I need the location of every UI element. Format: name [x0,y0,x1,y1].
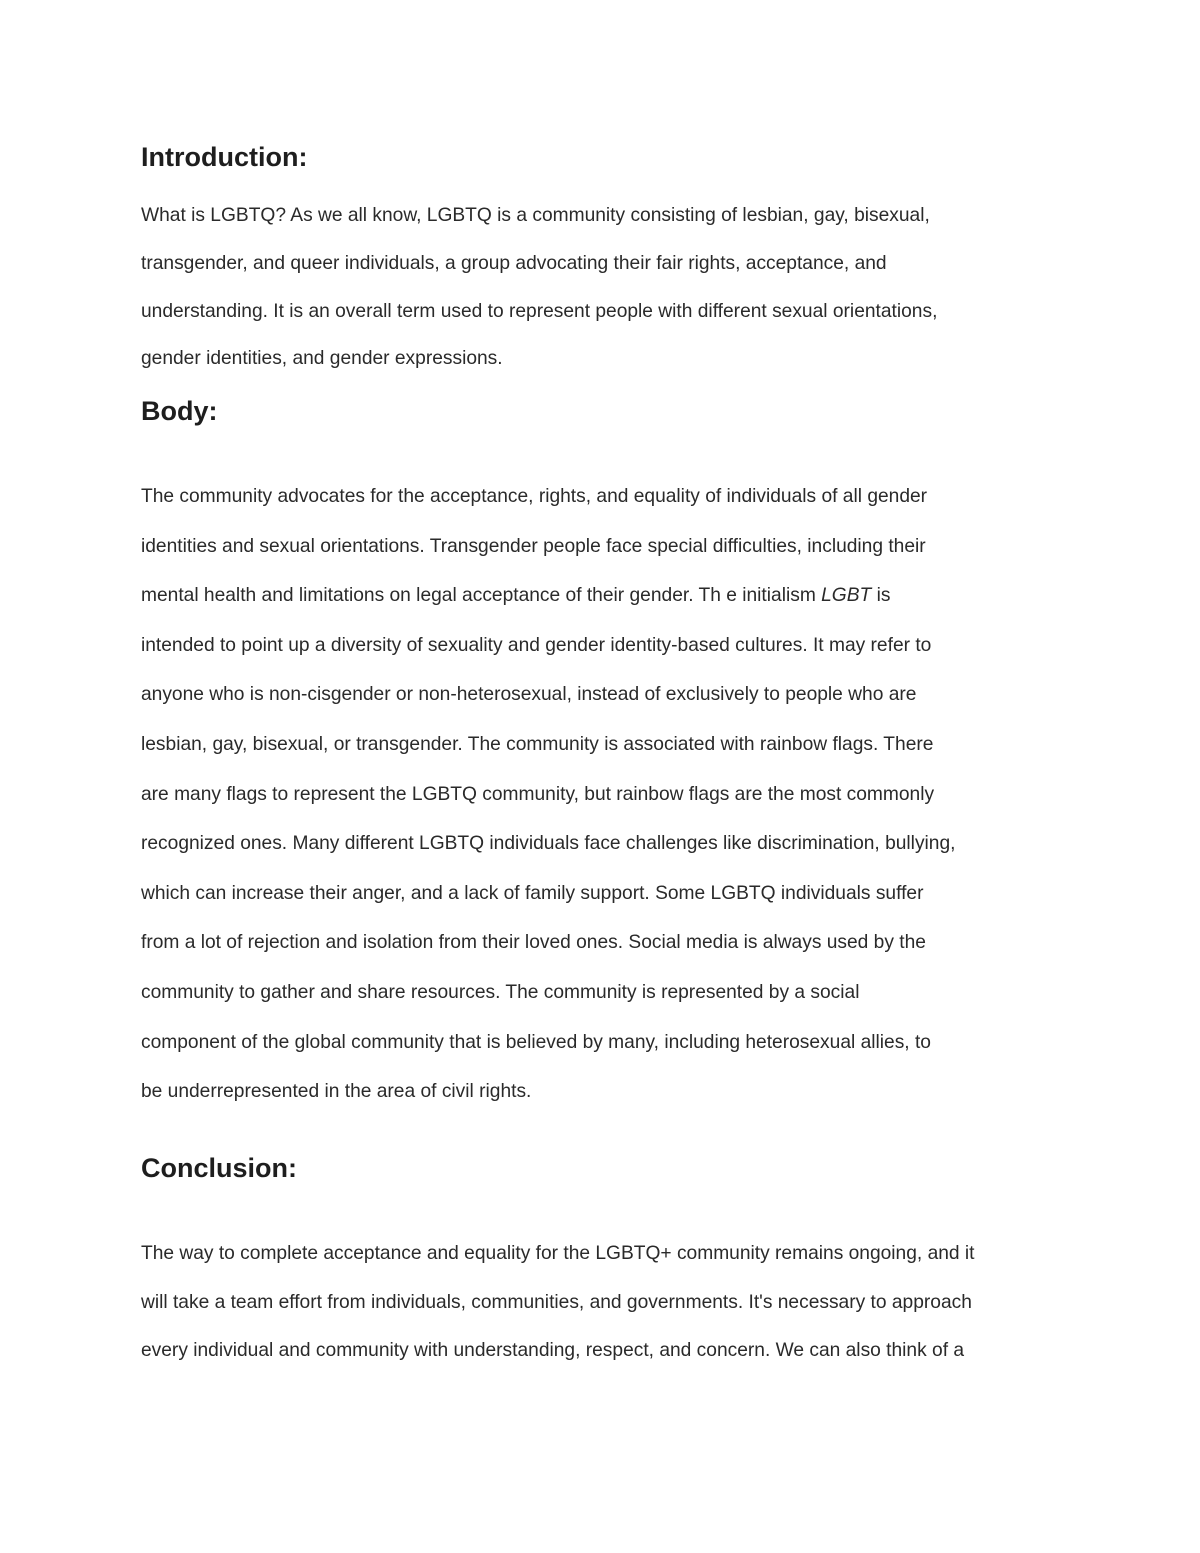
paragraph-line-text: is [871,585,891,607]
paragraph-line: identities and sexual orientations. Transgender people face special difficulties, including their [141,535,926,557]
paragraph-line: be underrepresented in the area of civil rights. [141,1081,532,1103]
introduction-section-body [141,204,1071,395]
paragraph-line [141,584,1071,634]
paragraph-line: every individual and community with understanding, respect, and concern. We can also think of a [141,1340,965,1361]
paragraph-line-text: mental health and limitations on legal acceptance of their gender. Th e initialism [141,585,822,607]
paragraph-line: transgender, and queer individuals, a group advocating their fair rights, acceptance, and [141,252,887,274]
body-section-text [141,485,1071,1130]
paragraph-line: which can increase their anger, and a lack of family support. Some LGBTQ individuals suffer [141,882,924,904]
paragraph-line: The way to complete acceptance and equality for the LGBTQ+ community remains ongoing, and it [141,1243,975,1264]
body-paragraph [141,485,1071,1130]
introduction-paragraph [141,204,1071,395]
body-heading: Body: [141,396,218,426]
paragraph-line: What is LGBTQ? As we all know, LGBTQ is a community consisting of lesbian, gay, bisexual, [141,205,930,226]
body-section [141,396,1071,426]
conclusion-section-text [141,1242,1071,1388]
paragraph-line: community to gather and share resources. The community is represented by a social [141,981,860,1003]
conclusion-heading: Conclusion: [141,1153,297,1183]
conclusion-section [141,1153,1071,1183]
paragraph-line: lesbian, gay, bisexual, or transgender. The community is associated with rainbow flags. There [141,733,934,755]
paragraph-line: gender identities, and gender expressions. [141,348,503,370]
paragraph-line: intended to point up a diversity of sexuality and gender identity-based cultures. It may refer to [141,634,932,656]
paragraph-line: from a lot of rejection and isolation from their loved ones. Social media is always used by the [141,932,926,954]
paragraph-line: The community advocates for the acceptance, rights, and equality of individuals of all gender [141,486,928,507]
introduction-section [141,142,1071,172]
conclusion-paragraph [141,1242,1071,1388]
paragraph-line: recognized ones. Many different LGBTQ individuals face challenges like discrimination, bullying, [141,833,956,855]
paragraph-line: anyone who is non-cisgender or non-heterosexual, instead of exclusively to people who are [141,684,917,706]
paragraph-line: are many flags to represent the LGBTQ community, but rainbow flags are the most commonly [141,783,935,805]
paragraph-line: understanding. It is an overall term used to represent people with different sexual orientations, [141,300,938,322]
paragraph-line: will take a team effort from individuals, communities, and governments. It's necessary to approach [141,1291,972,1313]
paragraph-line: component of the global community that is believed by many, including heterosexual allies, to [141,1031,931,1053]
lgbt-emphasis: LGBT [821,585,872,607]
introduction-heading: Introduction: [141,142,308,172]
